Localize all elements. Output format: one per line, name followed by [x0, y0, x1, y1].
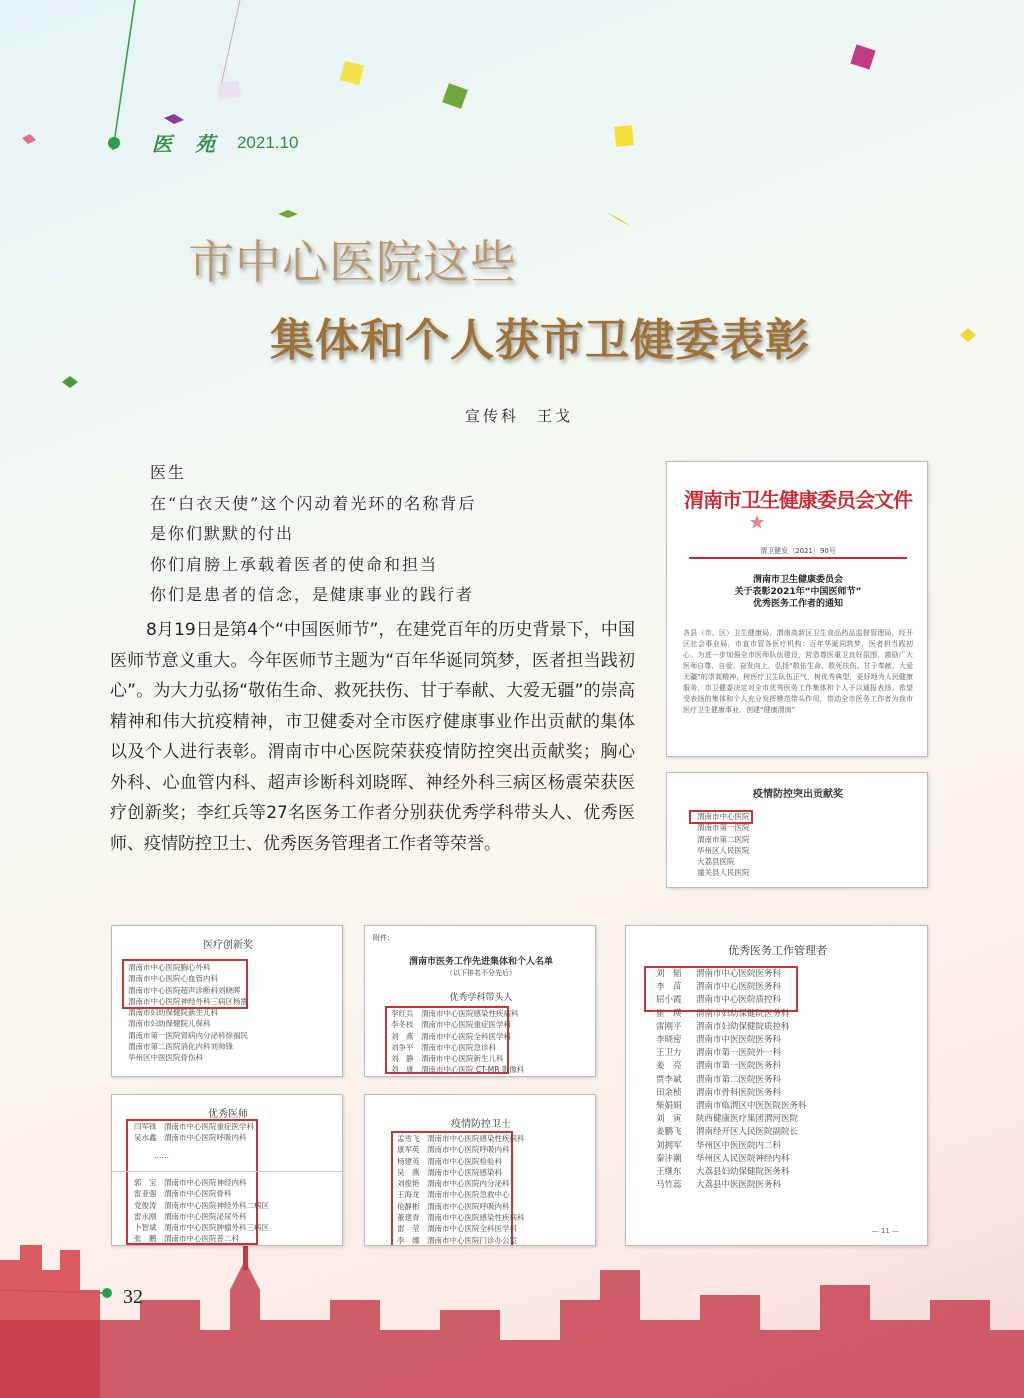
list-item-name: 屈小霞 — [656, 995, 682, 1006]
excellent-doctor-image — [111, 1094, 343, 1246]
list-item-name: 李 苗 — [656, 982, 682, 993]
list-item: 雷 莹 渭南市中心医院全科医学科 — [397, 1224, 517, 1234]
attach-label: 附件： — [373, 934, 394, 942]
innovation-award-list — [128, 962, 248, 1064]
doc-body-text: 各县（市、区）卫生健康局，渭南高新区卫生食品药品监督管理局，经开区社会事业局，市直市管各医疗机构：百年华诞同筑梦，医者担当践初心。为进一步加强全市医师队伍建设，营造尊医重卫良好氛围，激励广大医师自尊、自爱、奋发向上，弘扬“敬佑生命、救死扶伤、甘于奉献、大爱无疆”的崇高精神，树医疗卫生队伍正气，树优秀典型，更好地为人民健康服务，市卫健委决定对全市优秀医务工作集体和个人予以通报表扬。希望受表扬的集体和个人充分发挥模范带头作用，带动全市医务工作者为我市医疗卫生健康事业、创建“健康渭南” — [683, 629, 913, 714]
honor-list-rows — [391, 1008, 524, 1076]
list-item: 董建青 渭南市中心医院感染性疾病科 — [397, 1213, 525, 1223]
medical-admin-names — [656, 968, 682, 1192]
article-title-line2: 集体和个人获市卫健委表彰 — [270, 315, 810, 366]
list-item: 渭南市第二医院消化内科刘帅锋 — [128, 1042, 233, 1052]
epidemic-guard-list — [397, 1133, 525, 1246]
list-item-org: 大荔县中医医院医务科 — [696, 1180, 782, 1191]
list-item: 大荔县医院 — [697, 857, 735, 867]
red-star-icon — [749, 514, 765, 530]
list-item: 吴 燕 渭南市中心医院感染科 — [397, 1167, 502, 1177]
list-item: 卜智斌 渭南市中心医院肿瘤外科三病区 — [134, 1223, 269, 1233]
list-item-name: 雷刚平 — [656, 1021, 682, 1032]
list-item: 王海龙 渭南市中心医院急救中心 — [397, 1190, 510, 1200]
header — [108, 128, 298, 157]
list-item: 郭 宝 渭南市中心医院神经内科 — [134, 1178, 247, 1187]
list-item: 华州区中医医院骨伤科 — [128, 1053, 203, 1063]
list-item: 渭南市中心医院 — [697, 812, 750, 821]
list-item: 渭南市中心医院超声诊断科刘晓晖 — [128, 985, 241, 995]
list-item-org: 渭南市临渭区中医医院医务科 — [696, 1101, 807, 1112]
fold-line — [112, 1171, 343, 1172]
list-item-org: 渭南市第一医院医务科 — [696, 1061, 782, 1072]
list-item-org: 渭南市骨科医院医务科 — [696, 1087, 782, 1098]
list-item: 刘 燕 渭南市中心医院全科医学科 — [391, 1031, 511, 1041]
list-item: 渭南市妇幼保健院儿保科 — [128, 1019, 211, 1029]
list-item: 渭南市中心医院胸心外科 — [128, 963, 211, 972]
list-item-org: 渭南市妇幼保健院质控科 — [696, 1021, 790, 1032]
excellent-doctor-list-top — [134, 1121, 254, 1161]
list-item-org: 渭南市中心医院医务科 — [696, 982, 782, 993]
list-item: …… — [154, 1150, 169, 1160]
list-item-name: 刘 韬 — [656, 969, 682, 979]
list-item: 张 鹏 渭南市中心医院普二科 — [134, 1234, 239, 1244]
list-item-name: 姜 亮 — [656, 1061, 682, 1072]
excellent-doctor-list-bottom — [134, 1177, 269, 1245]
poem-line: 医生 — [150, 463, 187, 482]
list-item-name: 刘拥军 — [656, 1140, 682, 1151]
honor-list-subtitle: （以下排名不分先后） — [446, 969, 516, 977]
article-author: 宣传科 王戈 — [465, 407, 574, 425]
list-item-org: 渭南市中心医院医务科 — [696, 969, 782, 979]
list-item: 刘 静 渭南市中心医院新生儿科 — [391, 1054, 504, 1064]
list-item-org: 渭南经开区人民医院副院长 — [696, 1127, 799, 1138]
list-item-name: 王卫力 — [656, 1048, 682, 1059]
page-number-dot — [102, 1288, 112, 1298]
list-item-name: 田余桢 — [656, 1087, 682, 1098]
poem — [150, 458, 476, 611]
section-name: 医 苑 — [152, 132, 223, 156]
list-item: 伦静彬 渭南市中心医院呼吸内科 — [397, 1201, 510, 1211]
list-item: 渭南市第二医院 — [697, 834, 750, 844]
list-item: 渭南市中心医院神经外科三病区杨震 — [128, 996, 248, 1006]
list-item: 李 娜 渭南市中心医院门诊办公室 — [397, 1235, 517, 1245]
contribution-award-image — [666, 772, 928, 888]
list-item-name: 王继东 — [656, 1167, 682, 1178]
contribution-award-title: 疫情防控突出贡献奖 — [753, 789, 843, 800]
medical-admin-title: 优秀医务工作管理者 — [728, 944, 827, 957]
list-item-name: 贾李斌 — [656, 1074, 682, 1085]
list-item-org: 渭南市妇幼保健院医务科 — [696, 1008, 790, 1019]
list-item-org: 陕西健康医疗集团渭河医院 — [696, 1114, 799, 1125]
body-paragraph: 8月19日是第4个“中国医师节”，在建党百年的历史背景下，中国医师节意义重大。今年医师节主题为“百年华诞同筑梦，医者担当践初心”。为大力弘扬“敬佑生命、救死扶伤、甘于奉献、大爱无疆”的崇高精神和伟大抗疫精神，市卫健委对全市医疗健康事业作出贡献的集体以及个人进行表彰。渭南市中心医院荣获疫情防控突出贡献奖；胸心外科、心血管内科、超声诊断科刘晓晖、神经外科三病区杨震荣获医疗创新奖；李红兵等27名医务工作者分别获优秀学科带头人、优秀医师、疫情防控卫士、优秀医务管理者工作者等荣誉。 — [110, 620, 635, 854]
list-item: 刘俊艳 渭南市中心医院内分泌科 — [397, 1179, 510, 1189]
list-item: 康军英 渭南市中心医院呼吸内科 — [397, 1145, 510, 1155]
list-item: 吴水鑫 渭南市中心医院呼吸内科 — [134, 1133, 247, 1143]
doc-red-rule — [689, 557, 907, 559]
list-item-org: 渭南市第二医院医务科 — [696, 1074, 782, 1085]
list-item: 杨建英 渭南市中心医院检验科 — [397, 1156, 502, 1166]
contribution-award-list — [697, 811, 750, 879]
list-item-org: 华州区人民医院神经内科 — [696, 1153, 790, 1164]
list-item: 雷亚强 渭南市中心医院骨科 — [134, 1189, 232, 1199]
list-item: 潼关县人民医院 — [697, 868, 750, 878]
doc-no: 渭卫健发〔2021〕90号 — [760, 547, 836, 555]
honor-list-image — [364, 925, 596, 1077]
list-item: 渭南市第一医院 — [697, 823, 750, 833]
honor-list-section: 优秀学科带头人 — [449, 993, 513, 1003]
list-item-org: 渭南市中心医院质控科 — [696, 995, 782, 1006]
list-item: 孟雪飞 渭南市中心医院感染性疾病科 — [397, 1134, 525, 1143]
poem-line: 你们是患者的信念，是健康事业的践行者 — [150, 585, 475, 604]
list-item: 李红兵 渭南市中心医院感染性疾病科 — [391, 1009, 519, 1018]
header-dot — [108, 137, 120, 149]
page-number: 32 — [123, 1286, 143, 1308]
innovation-award-title: 医疗创新奖 — [203, 940, 253, 951]
list-item-name: 李晓密 — [656, 1035, 682, 1046]
list-item: 刘争平 渭南市中心医院急诊科 — [391, 1042, 496, 1052]
medical-admin-orgs — [696, 968, 807, 1192]
list-item-name: 秦沣潮 — [656, 1153, 682, 1164]
list-item: 雷永刚 渭南市中心医院泌尿外科 — [134, 1211, 247, 1221]
epidemic-guard-title: 疫情防控卫士 — [451, 1119, 511, 1130]
list-item: 刘 康 渭南市中心医院 CT-MR 影像科 — [391, 1065, 525, 1075]
excellent-doctor-title: 优秀医师 — [208, 1109, 248, 1120]
list-item-name: 刘 寅 — [656, 1114, 682, 1125]
medical-admin-image — [625, 925, 928, 1246]
list-item-org: 渭南市第一医院外一科 — [696, 1048, 782, 1059]
list-item: 华州区人民医院 — [697, 845, 750, 855]
issue-date: 2021.10 — [236, 132, 299, 152]
list-item-org: 渭南市中医医院医务科 — [696, 1035, 782, 1046]
poem-line: 在“白衣天使”这个闪动着光环的名称背后 — [150, 493, 477, 513]
list-item: 渭南市中心医院心血管内科 — [128, 974, 218, 984]
list-item-name: 柴娟娟 — [656, 1101, 682, 1112]
epidemic-guard-image — [364, 1094, 596, 1246]
list-item-org: 大荔县妇幼保健院医务科 — [696, 1167, 790, 1178]
list-item: 党俊涛 渭南市中心医院神经外科二病区 — [134, 1200, 269, 1210]
doc-org-title: 渭南市卫生健康委员会文件 — [684, 488, 912, 512]
notice-document-image — [666, 461, 928, 757]
list-item-org: 华州区中医医院内二科 — [696, 1140, 782, 1151]
list-item-name: 崔 瑛 — [656, 1008, 682, 1019]
list-item: 渭南市妇幼保健院新生儿科 — [128, 1008, 218, 1018]
list-item-name: 姜鹏飞 — [656, 1127, 682, 1138]
list-item: 渭南市第一医院肾病内分泌科徐福民 — [128, 1030, 248, 1040]
poem-line: 是你们默默的付出 — [150, 524, 295, 543]
list-item: 闫军锋 渭南市中心医院重症医学科 — [134, 1122, 254, 1131]
honor-list-title: 渭南市医务工作先进集体和个人名单 — [408, 957, 553, 967]
innovation-award-image — [111, 925, 343, 1077]
poem-line: 你们肩膀上承载着医者的使命和担当 — [150, 554, 439, 574]
doc-notice-title: 渭南市卫生健康委员会 关于表彰2021年“中国医师节” 优秀医务工作者的通知 — [734, 575, 862, 609]
doc-page-mark: — 11 — — [871, 1227, 899, 1235]
article-title-line1: 市中心医院这些 — [188, 235, 517, 289]
list-item: 李冬枝 渭南市中心医院重症医学科 — [391, 1020, 511, 1030]
list-item-name: 马竹蕊 — [656, 1180, 682, 1191]
